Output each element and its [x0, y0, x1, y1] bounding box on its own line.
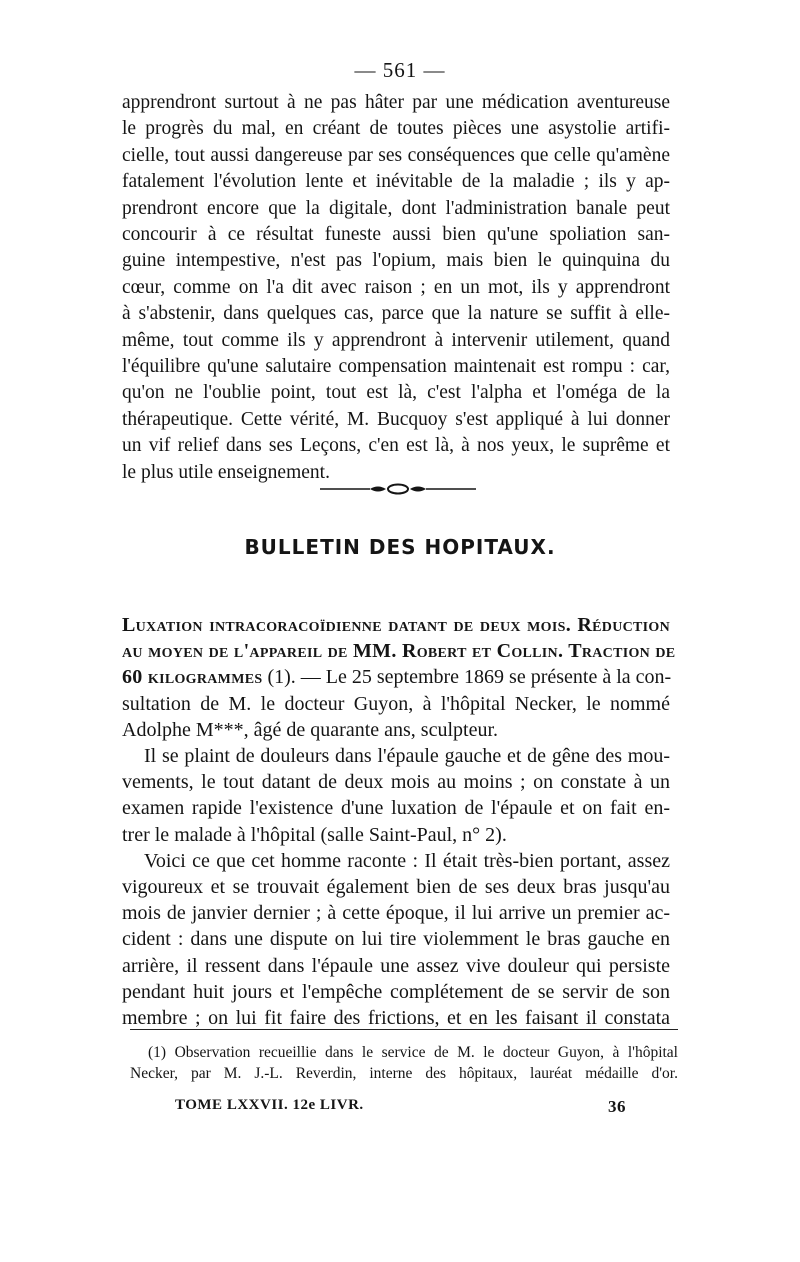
text-line: arrière, il ressent dans l'épaule une assez vive douleur qui persiste	[122, 954, 670, 977]
ornamental-divider-icon	[320, 482, 476, 496]
text-line: le plus utile enseignement.	[122, 461, 330, 483]
footnote-divider	[130, 1029, 678, 1030]
text-line: vigoureux et se trouvait également bien de ses deux bras jusqu'au	[122, 876, 670, 899]
text-line: sultation de M. le docteur Guyon, à l'hôpital Necker, le nommé	[122, 692, 670, 715]
report-title-line: Luxation intracoracoïdienne datant de deux mois. Réduction	[122, 614, 670, 636]
section-heading: BULLETIN DES HOPITAUX.	[244, 535, 556, 559]
printer-signature	[175, 1097, 626, 1117]
text-line: guine intempestive, n'est pas l'opium, mais bien le quinquina du	[122, 250, 670, 272]
text-line: pendant huit jours et l'empêche complétement de se servir de son	[122, 980, 670, 1003]
text-line: cœur, comme on l'a dit avec raison ; en un mot, ils y apprendront	[122, 276, 670, 298]
text-line: membre ; on lui fit faire des frictions, et en les faisant il constata	[122, 1007, 670, 1030]
text-line: mois de janvier dernier ; à cette époque, il lui arrive un premier ac-	[122, 902, 670, 925]
text-line: vements, le tout datant de deux mois au moins ; on constate à un	[122, 771, 670, 794]
text-line: cielle, tout aussi dangereuse par ses conséquences que celle qu'amène	[122, 144, 670, 166]
text-line: concourir à ce résultat funeste aussi bien qu'une spoliation san-	[122, 224, 670, 246]
text-line: le progrès du mal, en créant de toutes pièces une asystolie artifi-	[122, 118, 670, 140]
text-line: Adolphe M***, âgé de quarante ans, sculpteur.	[122, 718, 499, 741]
text-line: thérapeutique. Cette vérité, M. Bucquoy s'est appliqué à lui donner	[122, 408, 670, 430]
text-line: Voici ce que cet homme raconte : Il était très-bien portant, assez	[144, 849, 670, 872]
text-line: apprendront surtout à ne pas hâter par une médication aventureuse	[122, 92, 670, 113]
text-line: prendront encore que la digitale, dont l'administration banale peut	[122, 197, 670, 219]
text-line	[122, 664, 670, 690]
text-line: qu'on ne l'oublie point, tout est là, c'est l'alpha et l'oméga de la	[122, 382, 670, 404]
text-line: même, tout comme ils y apprendront à intervenir utilement, quand	[122, 329, 670, 351]
page-number: — 561 —	[354, 58, 446, 82]
text-line: examen rapide l'existence d'une luxation de l'épaule et on fait en-	[122, 797, 670, 820]
footnote-line: Necker, par M. J.-L. Reverdin, interne des hôpitaux, lauréat médaille d'or.	[130, 1065, 678, 1082]
text-line: fatalement l'évolution lente et inévitable de la maladie ; ils y ap-	[122, 171, 670, 193]
footnote-line: (1) Observation recueillie dans le service de M. le docteur Guyon, à l'hôpital	[148, 1044, 678, 1061]
text-line: cident : dans une dispute on lui tire violemment le bras gauche en	[122, 928, 670, 951]
text-line: trer le malade à l'hôpital (salle Saint-Paul, n° 2).	[122, 823, 507, 846]
text-line: à s'abstenir, dans quelques cas, parce que la nature se suffit à elle-	[122, 303, 670, 325]
footnote	[130, 1042, 678, 1084]
report-intro: (1). — Le 25 septembre 1869 se présente à la con-	[267, 666, 672, 689]
volume-signature: TOME LXXVII. 12e LIVR.	[175, 1097, 364, 1113]
opening-paragraph	[122, 90, 670, 486]
case-report	[122, 612, 676, 1031]
sheet-number: 36	[608, 1097, 626, 1116]
report-title-line: au moyen de l'appareil de MM. Robert et Collin. Traction de	[122, 640, 676, 663]
text-line: un vif relief dans ses Leçons, c'en est là, à nos yeux, le suprême et	[122, 435, 670, 457]
text-line: Il se plaint de douleurs dans l'épaule gauche et de gêne des mou-	[144, 745, 670, 768]
text-line: l'équilibre qu'une salutaire compensation maintenait est rompu : car,	[122, 356, 670, 378]
report-title-end: 60 kilogrammes	[122, 666, 263, 689]
